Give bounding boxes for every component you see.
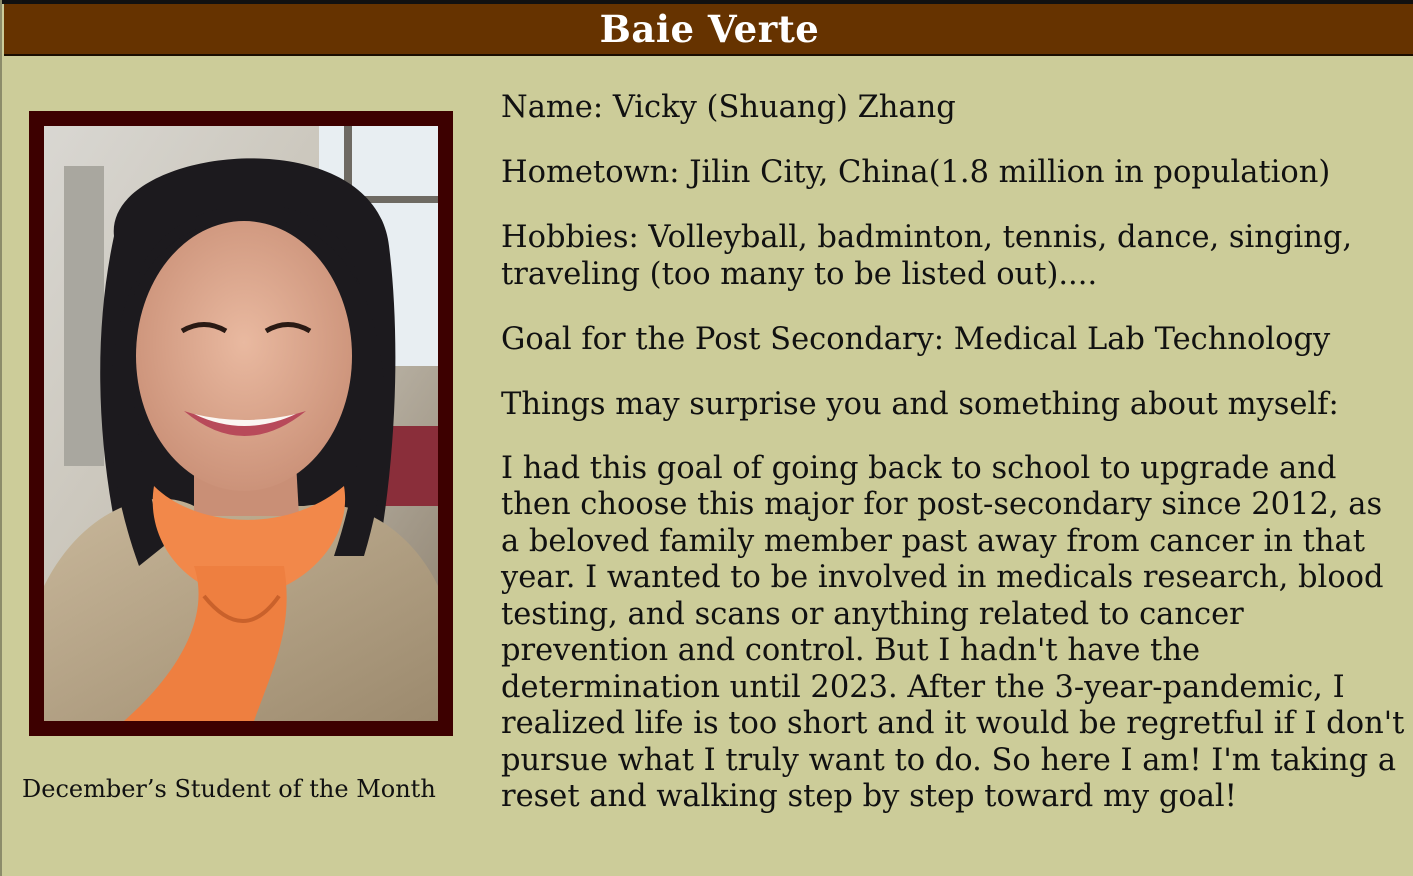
header-bar — [4, 4, 1413, 56]
page-title: Baie Verte — [599, 7, 820, 51]
student-portrait-image — [44, 126, 438, 721]
photo-frame — [29, 111, 453, 736]
student-photo — [44, 126, 438, 721]
profile-goal: Goal for the Post Secondary: Medical Lab Technology — [501, 321, 1331, 357]
profile-hobbies: Hobbies: Volleyball, badminton, tennis, dance, singing, traveling (too many to be listed out).... — [501, 220, 1353, 292]
profile-name: Name: Vicky (Shuang) Zhang — [501, 90, 956, 125]
photo-caption: December’s Student of the Month — [22, 775, 436, 803]
profile-text — [501, 90, 1406, 844]
profile-story: I had this goal of going back to school to upgrade and then choose this major for post-secondary since 2012, as a beloved family member past away from cancer in that year. I wanted to be involved in medicals research, blood testing, and scans or anything related to cancer prevention and control. But I hadn't have the determination until 2023. After the 3-year-pandemic, I realized life is too short and it would be regretful if I don't pursue what I truly want to do. So here I am! I'm taking a reset and walking step by step toward my goal! — [501, 450, 1405, 814]
profile-hometown: Hometown: Jilin City, China(1.8 million in population) — [501, 155, 1331, 190]
profile-surprise-heading: Things may surprise you and something about myself: — [501, 386, 1339, 422]
